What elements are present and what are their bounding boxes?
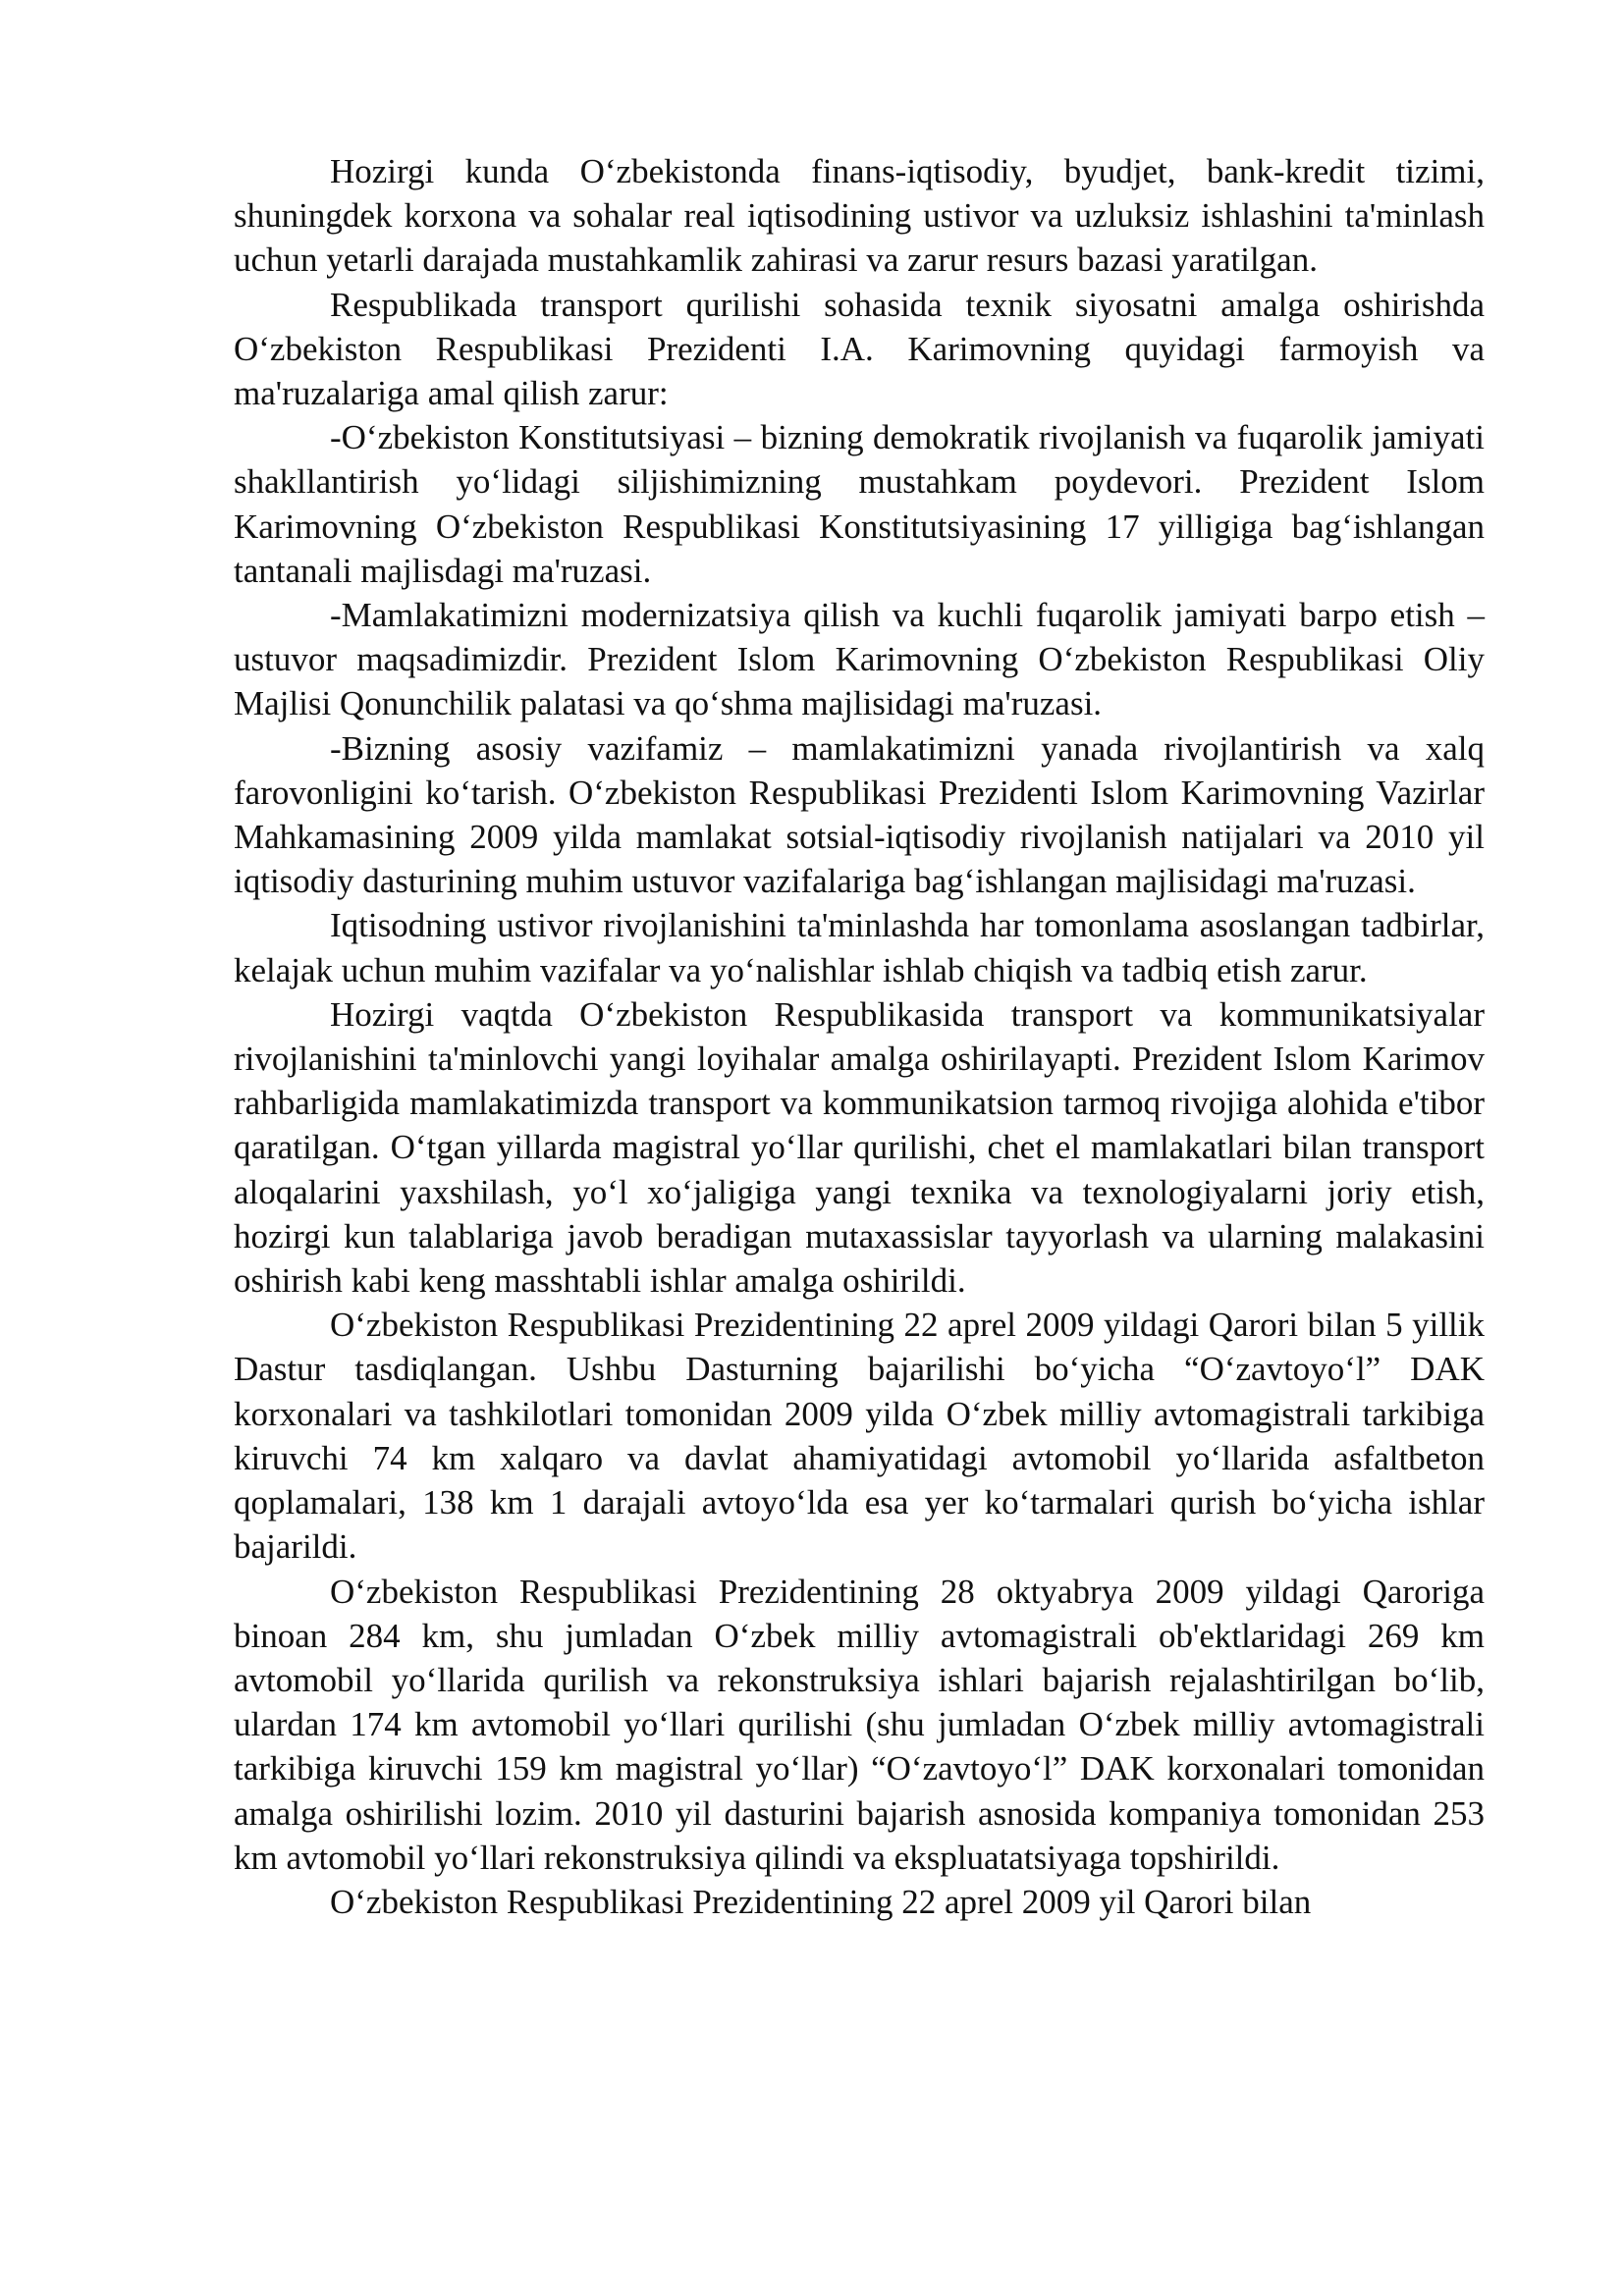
paragraph: Respublikada transport qurilishi sohasida texnik siyosatni amalga oshirishda O‘zbekiston Respublikasi Prezidenti I.A. Karimovning quyidagi farmoyish va ma'ruzalariga amal qilish zarur: [234,285,1485,413]
paragraph: Hozirgi vaqtda O‘zbekiston Respublikasida transport va kommunikatsiyalar rivojlanishini ta'minlovchi yangi loyihalar amalga oshirilayapti. Prezident Islom Karimov rahbarligida mamlakatimizda transport va kommunikatsion tarmoq rivojiga alohida e'tibor qaratilgan. O‘tgan yillarda magistral yo‘llar qurilishi, chet el mamlakatlari bilan transport aloqalarini yaxshilash, yo‘l xo‘jaligiga yangi texnika va texnologiyalarni joriy etish, hozirgi kun talablariga javob beradigan mutaxassislar tayyorlash va ularning malakasini oshirish kabi keng masshtabli ishlar amalga oshirildi. [234,994,1485,1301]
paragraph: Iqtisodning ustivor rivojlanishini ta'minlashda har tomonlama asoslangan tadbirlar, kelajak uchun muhim vazifalar va yo‘nalishlar ishlab chiqish va tadbiq etish zarur. [234,906,1485,989]
paragraph: -O‘zbekiston Konstitutsiyasi – bizning demokratik rivojlanish va fuqarolik jamiyati shakllantirish yo‘lidagi siljishimizning mustahkam poydevori. Prezident Islom Karimovning O‘zbekiston Respublikasi Konstitutsiyasining 17 yilligiga bag‘ishlangan tantanali majlisdagi ma'ruzasi. [234,418,1485,590]
paragraph: O‘zbekiston Respublikasi Prezidentining 22 aprel 2009 yildagi Qarori bilan 5 yillik Dastur tasdiqlangan. Ushbu Dasturning bajarilishi bo‘yicha “O‘zavtoyo‘l” DAK korxonalari va tashkilotlari tomonidan 2009 yilda O‘zbek milliy avtomagistrali tarkibiga kiruvchi 74 km xalqaro va davlat ahamiyatidagi avtomobil yo‘llarida asfaltbeton qoplamalari, 138 km 1 darajali avtoyo‘lda esa yer ko‘tarmalari qurish bo‘yicha ishlar bajarildi. [234,1306,1485,1567]
paragraph: -Bizning asosiy vazifamiz – mamlakatimizni yanada rivojlantirish va xalq farovonligini ko‘tarish. O‘zbekiston Respublikasi Prezidenti Islom Karimovning Vazirlar Mahkamasining 2009 yilda mamlakat sotsial-iqtisodiy rivojlanish natijalari va 2010 yil iqtisodiy dasturining muhim ustuvor vazifalariga bag‘ishlangan majlisidagi ma'ruzasi. [234,728,1485,901]
paragraph: O‘zbekiston Respublikasi Prezidentining 28 oktyabrya 2009 yildagi Qaroriga binoan 284 km, shu jumladan O‘zbek milliy avtomagistrali ob'ektlaridagi 269 km avtomobil yo‘llarida qurilish va rekonstruksiya ishlari bajarish rejalashtirilgan bo‘lib, ulardan 174 km avtomobil yo‘llari qurilishi (shu jumladan O‘zbek milliy avtomagistrali tarkibiga kiruvchi 159 km magistral yo‘llar) “O‘zavtoyo‘l” DAK korxonalari tomonidan amalga oshirilishi lozim. 2010 yil dasturini bajarish asnosida kompaniya tomonidan 253 km avtomobil yo‘llari rekonstruksiya qilindi va ekspluatatsiyaga topshirildi. [234,1572,1485,1877]
paragraph: Hozirgi kunda O‘zbekistonda finans-iqtisodiy, byudjet, bank-kredit tizimi, shuningdek korxona va sohalar real iqtisodining ustivor va uzluksiz ishlashini ta'minlash uchun yetarli darajada mustahkamlik zahirasi va zarur resurs bazasi yaratilgan. [234,152,1485,280]
paragraph: -Mamlakatimizni modernizatsiya qilish va kuchli fuqarolik jamiyati barpo etish – ustuvor maqsadimizdir. Prezident Islom Karimovning O‘zbekiston Respublikasi Oliy Majlisi Qonunchilik palatasi va qo‘shma majlisidagi ma'ruzasi. [234,596,1485,723]
paragraph: O‘zbekiston Respublikasi Prezidentining 22 aprel 2009 yil Qarori bilan [330,1882,1312,1921]
document-page [234,149,1485,1924]
